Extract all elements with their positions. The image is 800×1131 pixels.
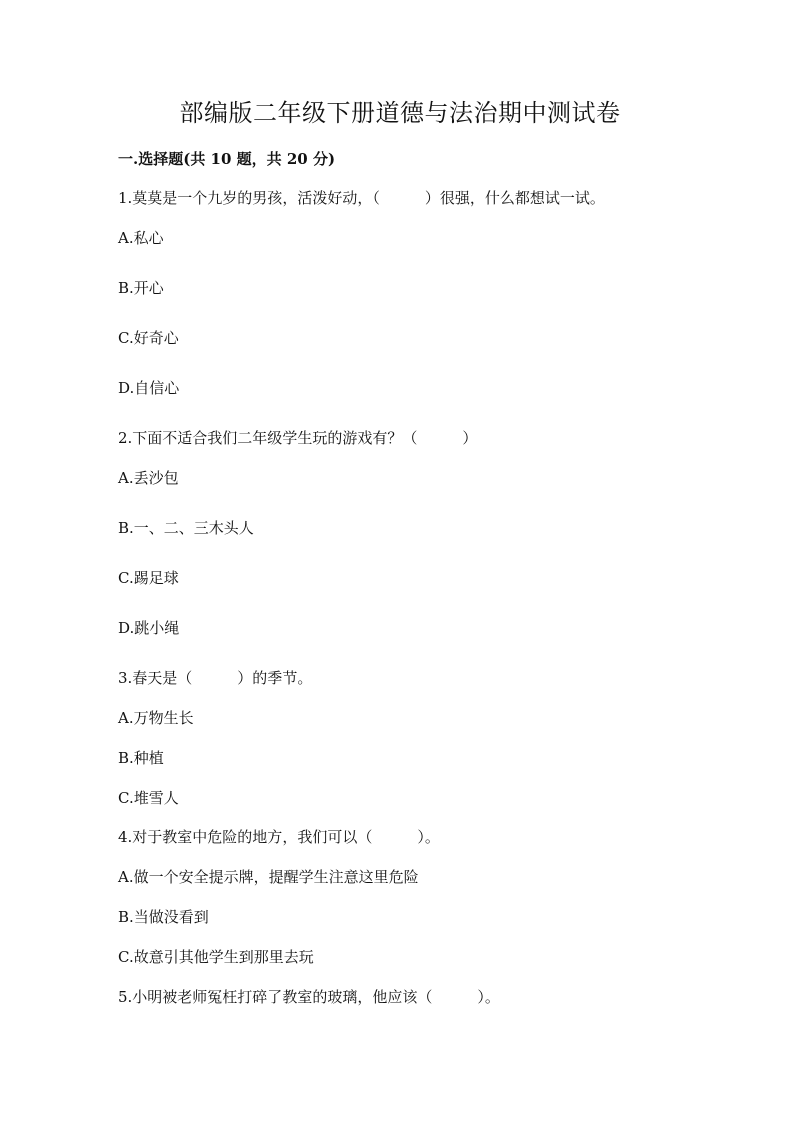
section-heading: 一.选择题(共 10 题，共 20 分) [118,150,336,168]
question-stem: 5.小明被老师冤枉打碎了教室的玻璃，他应该（ ）。 [118,988,500,1006]
answer-option: C.踢足球 [118,569,179,587]
question-stem: 4.对于教室中危险的地方，我们可以（ ）。 [118,828,440,846]
answer-option: A.万物生长 [118,709,194,727]
answer-option: B.当做没看到 [118,908,209,926]
answer-option: A.私心 [118,229,164,247]
answer-option: D.跳小绳 [118,619,180,637]
answer-option: C.好奇心 [118,329,179,347]
answer-option: B.开心 [118,279,164,297]
page-title: 部编版二年级下册道德与法治期中测试卷 [179,99,621,127]
answer-option: A.做一个安全提示牌，提醒学生注意这里危险 [118,868,419,886]
answer-option: B.种植 [118,749,164,767]
question-stem: 1.莫莫是一个九岁的男孩，活泼好动，（ ）很强，什么都想试一试。 [118,189,605,207]
answer-option: B.一、二、三木头人 [118,519,254,537]
answer-option: A.丢沙包 [118,469,179,487]
answer-option: C.堆雪人 [118,789,179,807]
answer-option: D.自信心 [118,379,180,397]
question-stem: 3.春天是（ ）的季节。 [118,669,313,687]
answer-option: C.故意引其他学生到那里去玩 [118,948,314,966]
question-stem: 2.下面不适合我们二年级学生玩的游戏有？（ ） [118,429,478,447]
